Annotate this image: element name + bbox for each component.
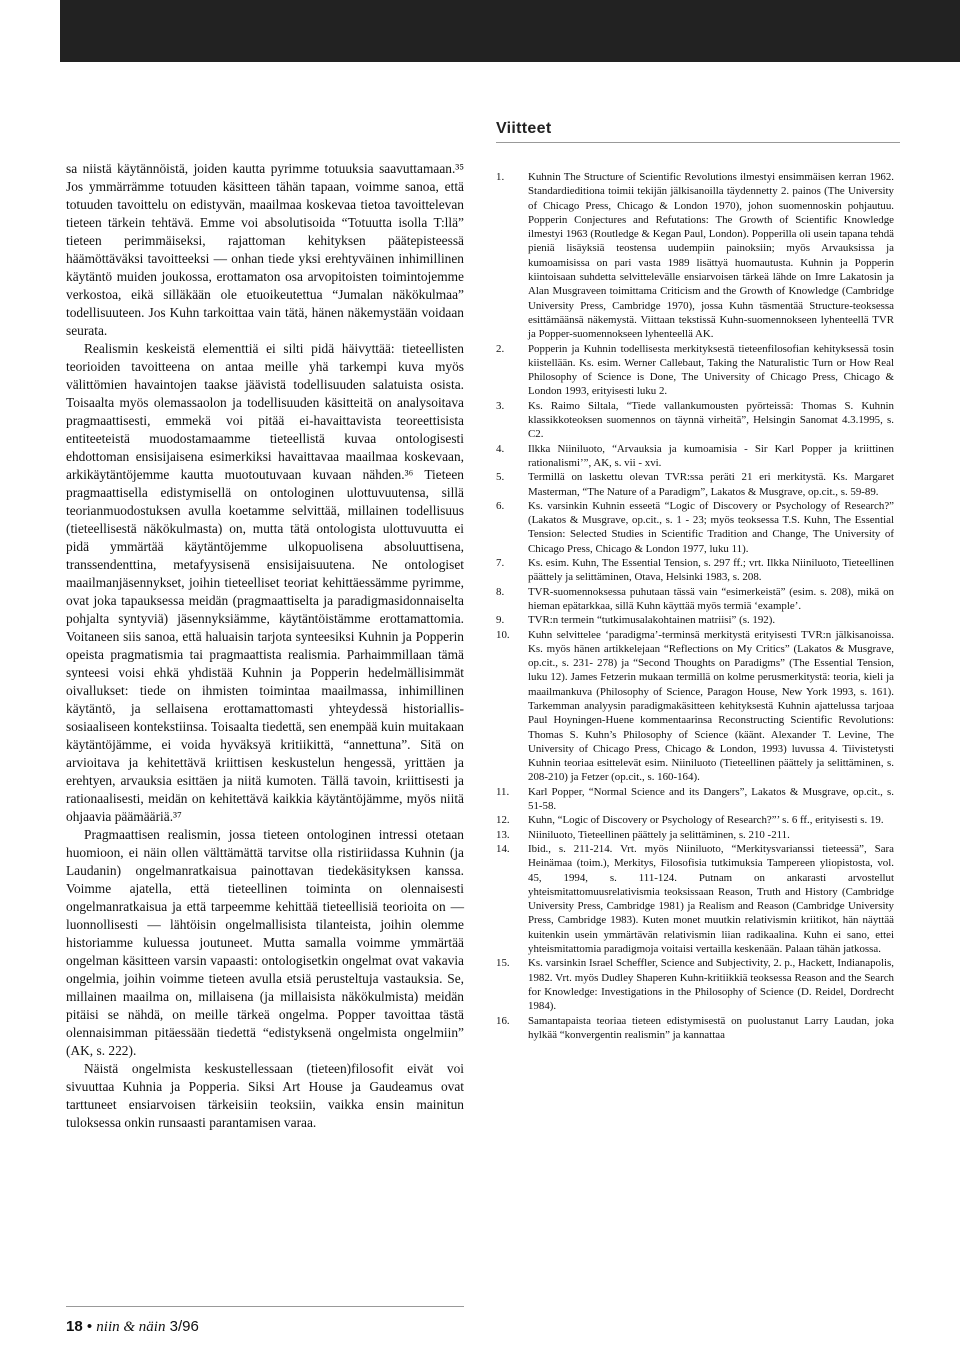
note-text: Niiniluoto, Tieteellinen päättely ja selittäminen, s. 210 -211. [528, 828, 790, 841]
note-text: Karl Popper, “Normal Science and its Dangers”, Lakatos & Musgrave, op.cit., s. 51-58. [528, 785, 894, 813]
note-item [496, 842, 894, 956]
note-text: Ks. Raimo Siltala, “Tiede vallankumousten pyörteissä: Thomas S. Kuhnin klassikkoteoksen suomennos on täynnä virheitä”, Helsingin Sanomat 4.3.1995, s. C2. [528, 399, 894, 441]
note-number: 15. [496, 957, 510, 970]
note-number: 10. [496, 628, 510, 641]
note-text: Ilkka Niiniluoto, “Arvauksia ja kumoamisia - Sir Karl Popper ja kriittinen rationalismi’”, AK, s. vii - xvi. [528, 442, 894, 469]
note-number: 2. [496, 342, 505, 355]
note-item [496, 342, 894, 399]
note-item [496, 470, 894, 499]
page-number: 18 [66, 1318, 83, 1335]
paragraph: Realismin keskeistä elementtiä ei silti pidä häivyttää: tieteellisten teorioiden tavoitteena on antaa meille yhä tarkempi kuva myös välittömien havaintojen taakse jäävistä todellisuuden salatuista osista. Toisaalta myös olemassaolon ja todellisuuden käsitteitä on analysoitava pragmaattisesti, emmekä voi pitää ei-havaittavista teoreettisista entiteeteistä muodostamaamme tieteellistä kuvaa ontologisesti ehdottoman ensisijaisena esimerkiksi havaittavaa maailmaa koskevaan, arkikäytäntöjemme kautta muotoutuvaan kuvaan nähden.³⁶ Tieteen pragmaattisella edistymisellä on ontologinen ulottuvuutensa, sillä teorianmuodostuksen avulla koetamme selvittää, millainen todellisuus (tieteellisestä näkökulmasta) on, mutta tätä ontologista ulottuvuutta ei pidä ymmärtää käytäntöjemme ulkopuolisena absoluuttisena, transsendenttina, metafyysisenä ensisijaisuutena. Ne ontologiset maailmanjäsennykset, joihin tieteelliset teoriat kehittäessämme pyrimme, ovat joka tapauksessa meidän (pragmaattiselta ja paradigmasidonnaiselta pohjalta syntyviä) jäsennyksiämme, käytäntöistämme erottamattomia. Voitaneen siis sanoa, että haluaisin tarjota synteesiksi Kuhnin ja Popperin opeista pragmatismia tai pragmaattista realismia. Parhaimmillaan tämä synteesi voisi ehkä yhdistää Kuhnin ja Popperin hedelmällisimmät oivallukset: tiede on ihmisten toimintaa maailmassa, inhimillinen käytäntö, ja sellaisena erottamattomasti yhteydessä historiallis-sosiaaliseen kontekstiinsa. Toisaalta tiedettä, sen enempää kuin muitakaan käytäntöjämme, ei voida hyväksyä kritiikittä, “annettuna”. Sitä on arvioitava ja kehitettävä kriittisen keskustelun hengessä, yrittäen ja erehtyen, arvauksia esittäen ja niitä kumoten. Tällä tavoin, kriittisesti ja rationaalisesti, meidän on kehitettävä kaikkia käytäntöjämme, myös niitä ohjaavia päämääriä.³⁷ [66, 341, 464, 824]
note-number: 13. [496, 828, 510, 841]
note-item [496, 499, 894, 556]
note-item [496, 785, 894, 814]
note-item [496, 1014, 894, 1043]
page-footer [66, 1318, 199, 1336]
note-item [496, 170, 894, 342]
note-text: Kuhn selvittelee ‘paradigma’-terminsä merkitystä erityisesti TVR:n jälkisanoissa. Ks. myös hänen artikkelejaan “Reflections on My Critics” (Lakatos & Musgrave, op.cit., s. 231- 278) ja “Second Thoughts on Paradigms” (The Essential Tension, luku 12). James Fetzerin mukaan termillä on kolme perusmerkitystä: teoria, kieli ja maailmankuva (Philosophy of Science, Paragon House, New York 1993, s. 161). Tarkemman analyysin paradigmakäsitteen kehityksestä Kuhnin ajattelussa tarjoaa Paul Hoyningen-Huene kommentaarinsa Reconstructing Scientific Revolutions: Thomas S. Kuhn’s Philosophy of Science (käänt. Alexander T. Levine, The University of Chicago Press, Chicago & London, 1993) luvussa 4. Tiivistetysti Kuhnin teoriaa esittelevät esim. Niiniluoto (Tieteellinen päättely ja selittäminen, s. 208-210) ja Fetzer (op.cit., s. 160-164). [528, 628, 894, 784]
note-text: Ks. varsinkin Kuhnin esseetä “Logic of Discovery or Psychology of Research?” (Lakatos & Musgrave, op.cit., s. 1 - 23; myös teoksessa T.S. Kuhn, The Essential Tension: Selected Studies in Scientific Tradition and Change, The University of Chicago Press, Chicago & London 1977, luku 11). [528, 499, 894, 555]
note-text: TVR:n termein “tutkimusalakohtainen matriisi” (s. 192). [528, 614, 776, 627]
note-text: Ks. esim. Kuhn, The Essential Tension, s. 297 ff.; vrt. Ilkka Niiniluoto, Tieteellinen päättely ja selittäminen, Otava, Helsinki 1983, s. 208. [528, 557, 894, 584]
note-text: Popperin ja Kuhnin todellisesta merkityksestä tieteenfilosofian kehityksessä tosin kiistellään. Ks. esim. Werner Callebaut, Taking the Naturalistic Turn or How Real Philosophy of Science is Done, The University of Chicago Press, Chicago & London 1993, erityisesti luku 2. [528, 342, 894, 398]
main-text-column [66, 160, 464, 1132]
note-item [496, 828, 894, 842]
note-number: 14. [496, 842, 510, 855]
footer-divider [66, 1306, 464, 1307]
note-item [496, 613, 894, 627]
paragraph: Näistä ongelmista keskustellessaan (tieteen)filosofit eivät voi sivuuttaa Kuhnia ja Popperia. Siksi Art House ja Gaudeamus ovat tarttuneet ensiarvoisen tärkeisiin teoksiin, vaikka ensin mainitun tuloksessa onkin runsaasti parantamisen varaa. [66, 1061, 464, 1130]
note-item [496, 399, 894, 442]
note-item [496, 628, 894, 785]
note-number: 12. [496, 814, 510, 827]
note-number: 1. [496, 171, 505, 183]
footer-separator: • [86, 1318, 93, 1335]
note-number: 8. [496, 585, 505, 598]
paragraph: Pragmaattisen realismin, jossa tieteen ontologinen intressi otetaan huomioon, ei näin ollen välttämättä tarvitse olla ristiriidassa Kuhnin (ja Laudanin) ongelmanratkaisua painottavan tiedekäsityksen kanssa. Voimme ajatella, että tieteellinen toiminta on olennaisesti ongelmanratkaisua ja että tarpeemme kehittää tieteellisiä teorioita on — luonnollisesti — lähtöisin ongelmallisista tilanteista, joihin olemme historiamme kuluessa joutuneet. Mutta samalla voimme ymmärtää ongelman käsitteen varsin vapaasti: ontologisetkin ongelmat ovat vakavia ongelmia, joihin voimme tieteen avulla etsiä perusteltuja vastauksia. Se, millainen maailma on, millaisena (ja millaisista näkökulmista) meidän pitäisi se nähdä, on meille tärkeä ongelma. Popper tavoittaa tästä olennaisimman pitäessään tiedettä “edistyksenä ongelmista ongelmiin” (AK, s. 222). [66, 827, 464, 1058]
note-text: Ks. varsinkin Israel Scheffler, Science and Subjectivity, 2. p., Hackett, Indianapolis, 1982. Vrt. myös Dudley Shaperen Kuhn-kritiikkiä teoksessa Reason and the Search for Knowledge: Investigations in the Philosophy of Science (D. Reidel, Dordrecht 1984). [528, 957, 894, 1013]
note-text: Kuhnin The Structure of Scientific Revolutions ilmestyi ensimmäisen kerran 1962. Standardieditiona toimii tekijän jälkisanoilla täydennetty 2. painos (The University of Chicago Press, Chicago & London 1970), johon suomennoskin pohjautuu. Popperin Conjectures and Refutations: The Growth of Scientific Knowledge ilmestyi 1963 (Routledge & Kegan Paul, London). Popperilla oli usein tapana tehdä pieniä lisäyksiä teostensa uudempiin painoksiin; myös Arvauksissa ja kumoamisissa on pari vasta 1989 lisättyä huomautusta. Kuhnin ja Popperin kiintoisaan suhdetta selvittelevälle ensiarvoisen tärkeä lähde on Imre Lakatosin ja Alan Musgraveen toimittama Criticism and the Growth of Knowledge (Cambridge University Press, Cambridge 1970), jossa Kuhn täsmentää Structure-teoksessa esittämäänsä näkemystä. Viittaan tekstissä Kuhn-suomennokseen lyhenteellä TVR ja Popper-suomennokseen lyhenteellä AK. [528, 171, 894, 341]
note-number: 11. [496, 785, 510, 798]
note-text: Termillä on laskettu olevan TVR:ssa peräti 21 eri merkitystä. Ks. Margaret Masterman, “The Nature of a Paradigm”, Lakatos & Musgrave, op.cit., s. 59-89. [528, 471, 894, 498]
note-number: 9. [496, 614, 505, 627]
note-item [496, 813, 894, 827]
header-bar [60, 0, 960, 62]
paragraph: sa niistä käytännöistä, joiden kautta pyrimme totuuksia saavuttamaan.³⁵ Jos ymmärrämme totuuden käsitteen tähän tapaan, voimme sanoa, että totuuden tavoittelu on edistyvän, maailmaa koskevaa tietoa tavoittelevan tieteen tärkein tehtävä. Emme voi absolutisoida “Totuutta isolla T:llä” tieteen perimmäiseksi, rajattoman kehityksen päätepisteessä häämöttäväksi tavoitteeksi — onhan tiede yksi erehtyväinen inhimillinen käytäntö muiden joukossa, erottamaton osa arvopitoisten toimintojemme verkostoa, eikä silläkään ole etuoikeutettua “Jumalan näkökulmaa” todellisuuteen. Jos Kuhn tarkoittaa vain tätä, hänen näkemystään voidaan seurata. [66, 161, 464, 338]
note-number: 16. [496, 1014, 510, 1027]
note-number: 4. [496, 442, 505, 455]
note-item [496, 442, 894, 471]
note-number: 3. [496, 399, 505, 412]
note-text: Ibid., s. 211-214. Vrt. myös Niiniluoto, “Merkitysvarianssi tieteessä”, Sara Heinämaa (toim.), Merkitys, Filosofisia tutkimuksia Tampereen yliopistosta, vol. 45, 1994, s. 111-124. Putnam on ankarasti arvostellut yhteismitattomuusrelativismia teoksissaan Reason, Truth and History (Cambridge University Press, Cambridge 1981) ja Realism and Reason (Cambridge University Press, Cambridge 1983). Kuten monet muutkin relativismin kriitikot, hän näyttää kuitenkin usein ymmärtävän relativismin liian radikaalina. Kuhn ei sano, ettei yhteismitattomia paradigmoja voitaisi vertailla keskenään. Palaan tähän jatkossa. [528, 842, 894, 956]
note-number: 5. [496, 471, 505, 484]
note-number: 7. [496, 557, 505, 570]
note-text: Samantapaista teoriaa tieteen edistymisestä on puolustanut Larry Laudan, joka hylkää “konvergentin realismin” ja kannattaa [528, 1014, 894, 1041]
note-text: TVR-suomennoksessa puhutaan tässä vain “esimerkeistä” (esim. s. 208), mikä on hieman epätarkkaa, sillä Kuhn käyttää myös termiä ‘example’. [528, 585, 894, 612]
notes-column [496, 170, 894, 1042]
issue-number: 3/96 [169, 1318, 199, 1335]
note-item [496, 956, 894, 1013]
note-item [496, 556, 894, 585]
section-title: Viitteet [496, 120, 552, 137]
note-number: 6. [496, 499, 505, 512]
section-divider [496, 142, 900, 143]
note-item [496, 585, 894, 614]
note-text: Kuhn, “Logic of Discovery or Psychology of Research?”’ s. 6 ff., erityisesti s. 19. [528, 814, 884, 827]
magazine-name: niin & näin [96, 1319, 166, 1335]
